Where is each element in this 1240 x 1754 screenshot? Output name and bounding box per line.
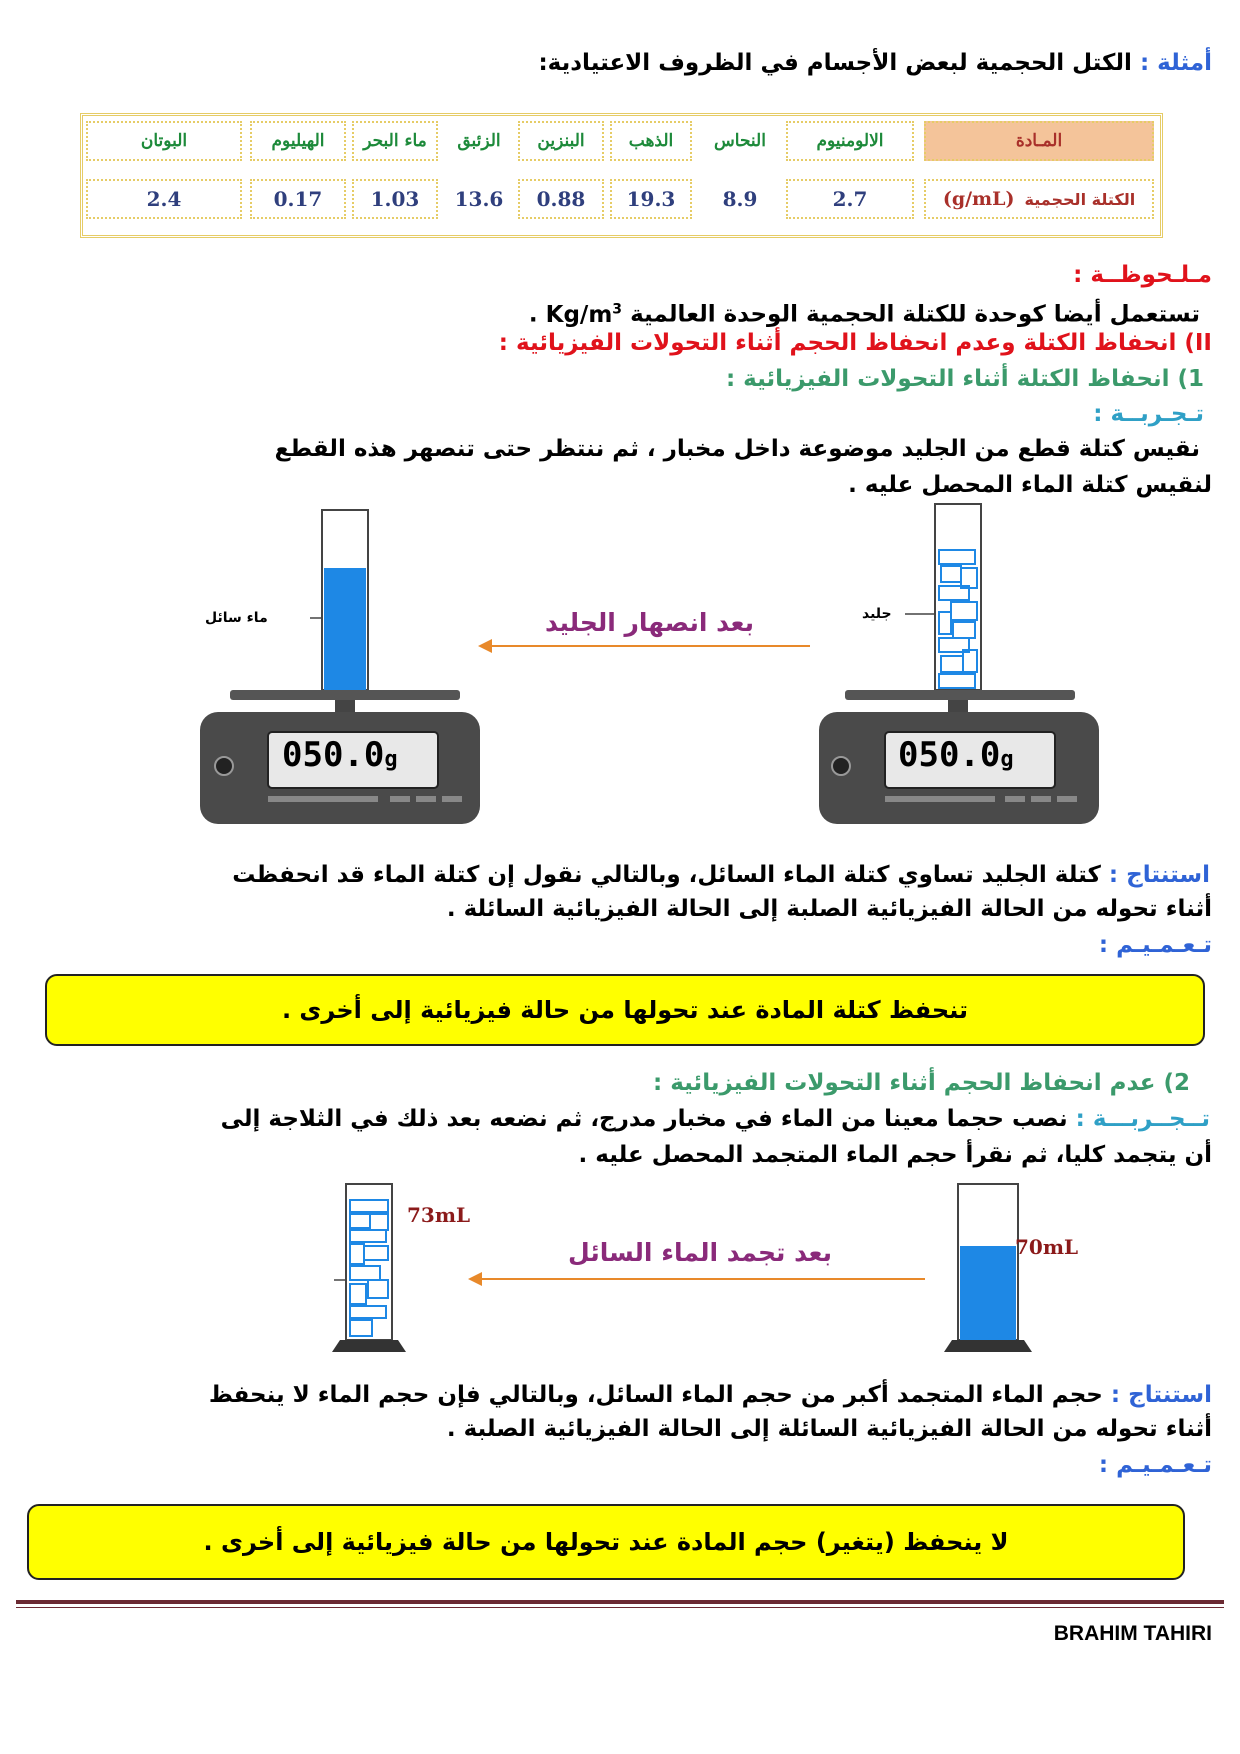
footer-rule-thin: [16, 1607, 1224, 1608]
density-value: 0.17: [273, 187, 323, 211]
part1-experiment-label: تـجـربــة :: [1093, 401, 1204, 427]
header-unit: (g/mL): [942, 188, 1015, 210]
arrow1-label: بعد انصهار الجليد: [545, 608, 755, 637]
density-value: 0.88: [536, 187, 586, 211]
material-name: الذهب: [628, 131, 674, 151]
reading-unit: g: [384, 747, 398, 772]
balance-liquid-illustration: [190, 500, 490, 840]
material-cell: [700, 121, 780, 161]
conclusion-text: كتلة الجليد تساوي كتلة الماء السائل، وبالتالي نقول إن كتلة الماء قد انحفظت: [232, 862, 1101, 888]
liquid-water: [324, 568, 366, 690]
part1-generalization-label: تـعـمـيـم :: [1098, 932, 1212, 958]
examples-label: أمثلة :: [1139, 50, 1212, 76]
part2-experiment-line1: [26, 1102, 1210, 1136]
note-text-end: .: [528, 301, 538, 328]
examples-heading: [24, 46, 1212, 80]
part1-experiment-line1: نقيس كتلة قطع من الجليد موضوعة داخل مخبار ، ثم ننتظر حتى تنصهر هذه القطع: [274, 436, 1200, 462]
header-density: الكتلة الحجمية: [1024, 189, 1136, 209]
value-cell: [610, 179, 692, 219]
section2-title: II) انحفاظ الكتلة وعدم انحفاظ الحجم أثناء التحولات الفيزيائية :: [498, 330, 1212, 356]
cylinder-base: [944, 1340, 1032, 1352]
balance-stem: [335, 700, 355, 714]
value-cell: [446, 179, 512, 219]
reading-value: 050.0: [282, 735, 385, 775]
conclusion-label: استنتاج :: [1108, 862, 1210, 888]
material-name: النحاس: [714, 131, 766, 151]
balance-button: [832, 757, 850, 775]
liquid-water: [960, 1246, 1016, 1340]
balance-key: [442, 796, 462, 802]
reading-value: 050.0: [898, 735, 1001, 775]
material-name: البوتان: [140, 131, 188, 151]
conclusion-label: استنتاج :: [1110, 1382, 1212, 1408]
part1-experiment-line2: لنقيس كتلة الماء المحصل عليه .: [848, 472, 1212, 498]
part2-experiment-line2: أن يتجمد كليا، ثم نقرأ حجم الماء المتجمد المحصل عليه .: [578, 1142, 1212, 1168]
examples-text: الكتل الحجمية لبعض الأجسام في الظروف الاعتيادية:: [538, 50, 1132, 76]
arrow-left: [480, 645, 810, 647]
part1-conclusion-line1: [30, 858, 1210, 892]
balance-slot: [268, 796, 378, 802]
label-ice: جليد: [862, 606, 892, 622]
liquid-cylinder-illustration: [930, 1180, 1090, 1360]
balance-button: [215, 757, 233, 775]
scale-reading-left: [282, 735, 398, 775]
material-name: الزئبق: [457, 131, 501, 151]
balance-key: [390, 796, 410, 802]
value-cell: [786, 179, 914, 219]
balance-key: [1005, 796, 1025, 802]
material-name: الهيليوم: [271, 131, 325, 151]
density-value: 2.7: [832, 187, 868, 211]
arrow2-label: بعد تجمد الماء السائل: [568, 1238, 833, 1267]
density-table: [80, 113, 1163, 238]
header-material-cell: [924, 121, 1154, 161]
material-cell: [518, 121, 604, 161]
balance-pan: [845, 690, 1075, 700]
cylinder-base: [332, 1340, 406, 1352]
footer-rule: [16, 1600, 1224, 1604]
part1-generalization-box: [45, 974, 1205, 1046]
material-cell: [352, 121, 438, 161]
value-cell: [700, 179, 780, 219]
note-unit: [546, 302, 622, 328]
part2-conclusion-line2: أثناء تحوله من الحالة الفيزيائية السائلة إلى الحالة الفيزيائية الصلبة .: [446, 1416, 1212, 1442]
density-value: 1.03: [370, 187, 420, 211]
unit-base: Kg/m: [545, 301, 613, 328]
unit-exponent: 3: [612, 301, 623, 317]
material-cell: [250, 121, 346, 161]
balance-key: [1031, 796, 1051, 802]
material-cell: [610, 121, 692, 161]
material-name: الالومنيوم: [816, 131, 884, 151]
value-cell: [250, 179, 346, 219]
reading-unit: g: [1000, 747, 1014, 772]
part2-generalization-label: تـعـمـيـم :: [1098, 1452, 1212, 1478]
material-cell: [86, 121, 242, 161]
experiment-text: نصب حجما معينا من الماء في مخبار مدرج، ثم نضعه بعد ذلك في الثلاجة إلى: [220, 1106, 1068, 1132]
generalization-text: تنحفظ كتلة المادة عند تحولها من حالة فيزيائية إلى أخرى .: [281, 996, 969, 1024]
density-value: 19.3: [626, 187, 676, 211]
conclusion-text: حجم الماء المتجمد أكبر من حجم الماء السائل، وبالتالي فإن حجم الماء لا ينحفظ: [208, 1382, 1103, 1408]
footer-author: BRAHIM TAHIRI: [1053, 1622, 1212, 1645]
density-value: 8.9: [722, 187, 758, 211]
material-cell: [786, 121, 914, 161]
generalization-text: لا ينحفظ (يتغير) حجم المادة عند تحولها من حالة فيزيائية إلى أخرى .: [203, 1528, 1009, 1556]
density-value: 2.4: [146, 187, 182, 211]
balance-pan: [230, 690, 460, 700]
value-cell: [86, 179, 242, 219]
scale-reading-right: [898, 735, 1014, 775]
experiment-label: تــجــربـــة :: [1075, 1106, 1210, 1132]
volume-liquid: 70mL: [1015, 1235, 1079, 1259]
part2-conclusion-line1: [24, 1378, 1212, 1412]
material-cell: [446, 121, 512, 161]
label-liquid-water: ماء سائل: [205, 610, 268, 626]
volume-frozen: 73mL: [407, 1203, 471, 1227]
density-value: 13.6: [454, 187, 504, 211]
balance-key: [416, 796, 436, 802]
part2-generalization-box: [27, 1504, 1185, 1580]
note-text-a: تستعمل أيضا كوحدة للكتلة الحجمية الوحدة العالمية: [630, 301, 1200, 328]
part1-title: 1) انحفاظ الكتلة أثناء التحولات الفيزيائية :: [725, 366, 1204, 392]
balance-key: [1057, 796, 1077, 802]
value-cell: [518, 179, 604, 219]
value-cell: [352, 179, 438, 219]
balance-slot: [885, 796, 995, 802]
part1-conclusion-line2: أثناء تحوله من الحالة الفيزيائية الصلبة إلى الحالة الفيزيائية السائلة .: [446, 896, 1212, 922]
material-name: ماء البحر: [363, 131, 427, 151]
material-name: البنزين: [537, 131, 585, 151]
balance-ice-illustration: [815, 500, 1105, 830]
part2-title: 2) عدم انحفاظ الحجم أثناء التحولات الفيزيائية :: [653, 1070, 1190, 1096]
header-density-cell: [924, 179, 1154, 219]
balance-stem: [948, 700, 968, 714]
note-label: مـلـحوظــة :: [1073, 262, 1212, 288]
arrow-left: [470, 1278, 925, 1280]
header-material: المـادة: [1015, 131, 1063, 151]
